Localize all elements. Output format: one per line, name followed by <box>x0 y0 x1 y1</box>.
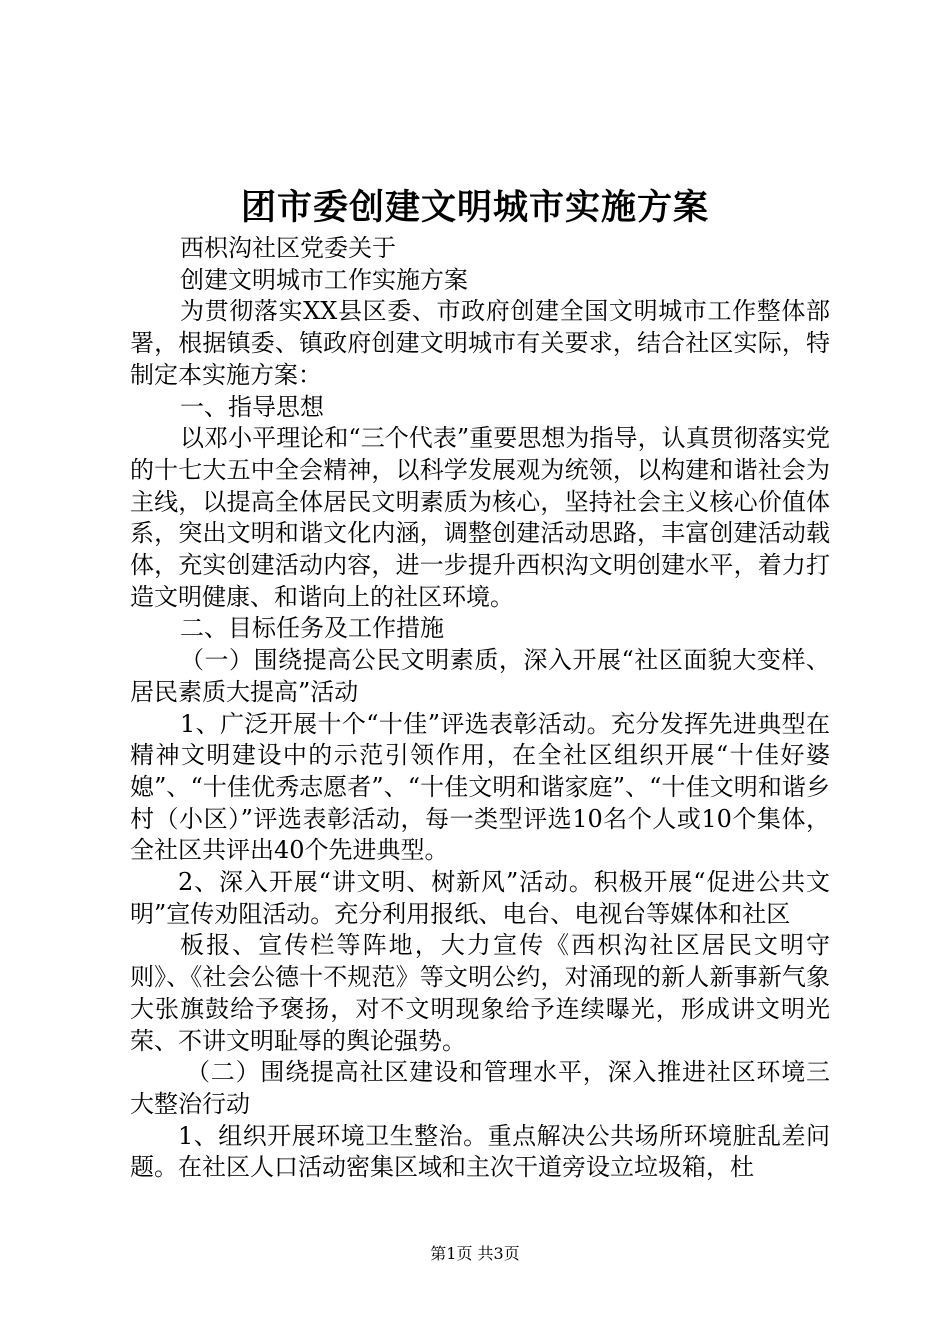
document-title: 团市委创建文明城市实施方案 <box>240 187 709 228</box>
paragraph: 以邓小平理论和“三个代表”重要思想为指导，认真贯彻落实党的十七大五中全会精神，以科学发展观为统领，以构建和谐社会为主线，以提高全体居民文明素质为核心，坚持社会主义核心价值体系，突出文明和谐文化内涵，调整创建活动思路，丰富创建活动载体，充实创建活动内容，进一步提升西枳沟文明创建水平，着力打造文明健康、和谐向上的社区环境。 <box>130 424 830 611</box>
paragraph: 2、深入开展“讲文明、树新风”活动。积极开展“促进公共文明”宣传劝阻活动。充分利用报纸、电台、电视台等媒体和社区 <box>130 868 830 928</box>
subsection-heading: （一）围绕提高公民文明素质，深入开展“社区面貌大变样、居民素质大提高”活动 <box>130 646 830 706</box>
paragraph: 为贯彻落实XX县区委、市政府创建全国文明城市工作整体部署，根据镇委、镇政府创建文明城市有关要求，结合社区实际，特制定本实施方案： <box>130 297 830 389</box>
page-footer: 第1页 共3页 <box>430 1244 520 1263</box>
subsection-heading: （二）围绕提高社区建设和管理水平，深入推进社区环境三大整治行动 <box>130 1058 830 1118</box>
section-heading: 二、目标任务及工作措施 <box>180 614 444 643</box>
paragraph: 西枳沟社区党委关于 <box>180 234 396 262</box>
paragraph: 1、组织开展环境卫生整治。重点解决公共场所环境脏乱差问题。在社区人口活动密集区域和主次干道旁设立垃圾箱，杜 <box>130 1121 830 1182</box>
paragraph: 1、广泛开展十个“十佳”评选表彰活动。充分发挥先进典型在精神文明建设中的示范引领作用，在全社区组织开展“十佳好婆媳”、“十佳优秀志愿者”、“十佳文明和谐家庭”、“十佳文明和谐乡村（小区）”评选表彰活动，每一类型评选10名个人或10个集体，全社区共评出40个先进典型。 <box>130 709 830 865</box>
paragraph: 创建文明城市工作实施方案 <box>180 265 468 294</box>
section-heading: 一、指导思想 <box>180 392 324 421</box>
paragraph: 板报、宣传栏等阵地，大力宣传《西枳沟社区居民文明守则》、《社会公德十不规范》等文明公约，对涌现的新人新事新气象大张旗鼓给予褒扬，对不文明现象给予连续曝光，形成讲文明光荣、不讲文明耻辱的舆论强势。 <box>130 931 830 1055</box>
document-body <box>130 233 830 1184</box>
